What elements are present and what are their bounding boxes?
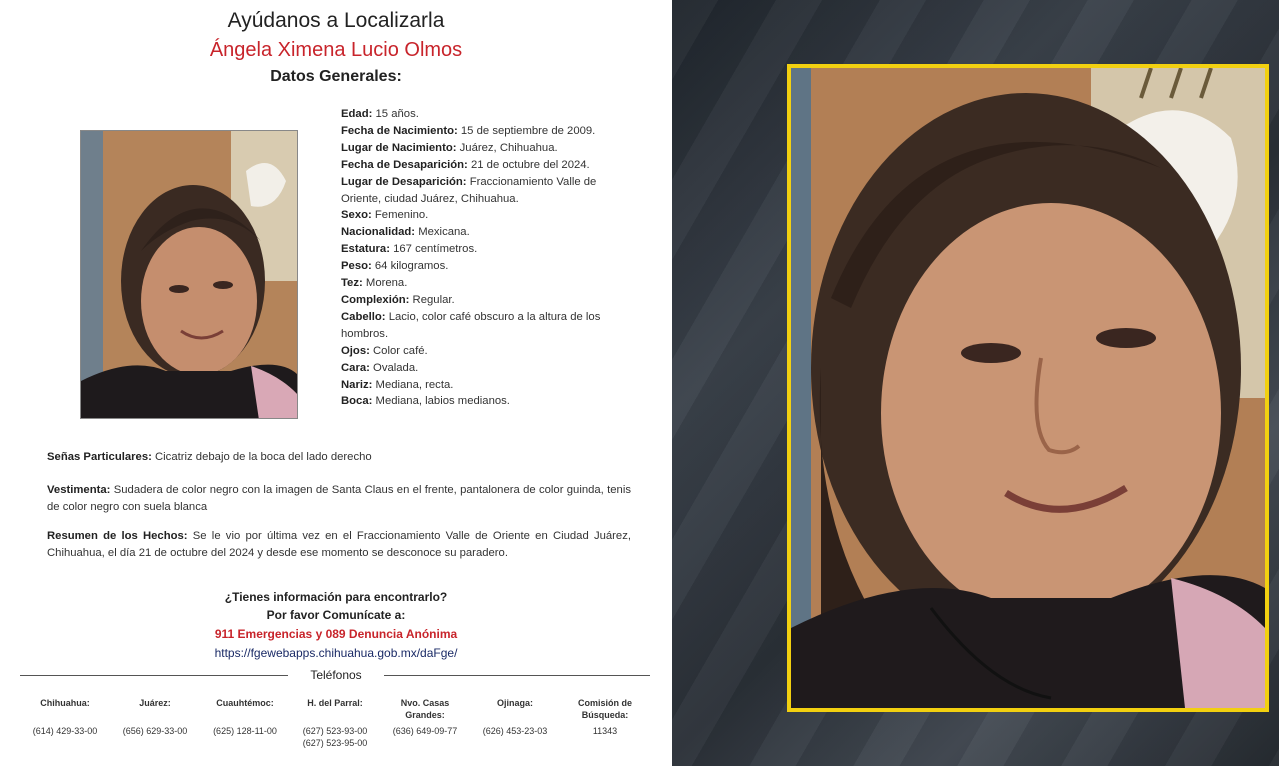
facts-summary-value: Se le vio por última vez en el Fraccionamiento Valle de Oriente en Ciudad Juárez, Chihuahua, el día 21 de octubre del 2024 y desde ese momento se desconoce su paradero.	[47, 530, 631, 559]
detail-value: Ovalada.	[369, 361, 419, 374]
portrait-image	[81, 131, 298, 419]
phone-column	[470, 697, 560, 737]
phone-column	[200, 697, 290, 737]
phone-number: (627) 523-93-00 (627) 523-95-00	[302, 726, 368, 748]
detail-value: Lacio, color café obscuro a la altura de los hombros.	[341, 310, 601, 340]
detail-value: Mediana, recta.	[372, 378, 454, 391]
person-photo-large	[787, 64, 1269, 712]
phone-number: (625) 128-11-00	[213, 726, 277, 736]
detail-label: Fecha de Desaparición:	[341, 158, 468, 171]
detail-row	[341, 309, 613, 343]
detail-value: Mexicana.	[415, 226, 470, 239]
detail-label: Lugar de Desaparición:	[341, 175, 467, 188]
report-url-link[interactable]: https://fgewebapps.chihuahua.gob.mx/daFge/	[214, 646, 458, 660]
detail-value: 15 de septiembre de 2009.	[457, 124, 596, 137]
phone-city: H. del Parral:	[307, 698, 363, 708]
detail-value: 15 años.	[372, 108, 419, 120]
person-name: Ángela Ximena Lucio Olmos	[209, 39, 463, 61]
phone-city: Chihuahua:	[40, 698, 90, 708]
distinguishing-marks-value: Cicatriz debajo de la boca del lado derecho	[151, 451, 372, 463]
distinguishing-marks-label: Señas Particulares:	[47, 451, 152, 463]
detail-row	[341, 292, 613, 309]
detail-label: Peso:	[341, 260, 372, 273]
detail-value: Juárez, Chihuahua.	[456, 141, 558, 154]
detail-row	[341, 258, 613, 275]
distinguishing-marks	[47, 449, 631, 466]
flyer-title: Ayúdanos a Localizarla	[227, 9, 445, 32]
detail-row	[341, 360, 613, 377]
phone-city: Juárez:	[139, 698, 171, 708]
phone-column	[20, 697, 110, 737]
detail-value: Fraccionamiento Valle de Oriente, ciudad Juárez, Chihuahua.	[341, 175, 597, 205]
detail-label: Estatura:	[341, 243, 390, 256]
detail-label: Nacionalidad:	[341, 226, 416, 239]
phone-number: (614) 429-33-00	[32, 726, 98, 736]
detail-row	[341, 207, 613, 224]
divider-right	[384, 675, 650, 676]
phone-city: Nvo. Casas Grandes:	[400, 698, 450, 720]
detail-value: Regular.	[409, 293, 455, 306]
phone-number: 11343	[592, 726, 618, 736]
phones-heading: Teléfonos	[310, 668, 362, 682]
detail-label: Sexo:	[341, 209, 372, 222]
detail-row	[341, 241, 613, 258]
portrait-closeup-image	[791, 68, 1265, 708]
detail-row	[341, 157, 613, 174]
detail-row	[341, 377, 613, 394]
phone-city: Comisión de Búsqueda:	[577, 698, 632, 720]
detail-label: Complexión:	[341, 293, 410, 306]
detail-row	[341, 275, 613, 292]
detail-label: Fecha de Nacimiento:	[341, 124, 458, 137]
phone-number: (626) 453-23-03	[482, 726, 548, 736]
detail-label: Edad:	[341, 108, 373, 120]
facts-summary-label: Resumen de los Hechos:	[47, 530, 188, 542]
phone-column	[380, 697, 470, 737]
emergency-numbers: 911 Emergencias y 089 Denuncia Anónima	[214, 627, 458, 641]
detail-label: Nariz:	[341, 378, 373, 391]
section-heading: Datos Generales:	[270, 68, 402, 85]
person-photo-small	[80, 130, 298, 419]
info-question: ¿Tienes información para encontrarlo?	[224, 590, 448, 604]
general-details	[341, 106, 613, 410]
detail-row	[341, 123, 613, 140]
clothing-label: Vestimenta:	[47, 484, 111, 496]
phone-city: Ojinaga:	[496, 698, 533, 708]
detail-value: Femenino.	[371, 209, 429, 222]
detail-value: 21 de octubre del 2024.	[467, 158, 590, 171]
contact-instruction: Por favor Comunícate a:	[266, 608, 406, 622]
detail-row	[341, 106, 613, 123]
detail-row	[341, 393, 613, 410]
detail-label: Tez:	[341, 277, 363, 290]
phone-number: (656) 629-33-00	[122, 726, 188, 736]
detail-value: Morena.	[362, 277, 408, 290]
detail-label: Boca:	[341, 395, 373, 408]
phone-number: (636) 649-09-77	[392, 726, 458, 736]
detail-value: Mediana, labios medianos.	[372, 395, 510, 408]
phone-city: Cuauhtémoc:	[216, 698, 274, 708]
clothing-value: Sudadera de color negro con la imagen de Santa Claus en el frente, pantalonera de color guinda, tenis de color negro con suela blanca	[47, 484, 631, 513]
clothing-description	[47, 482, 631, 515]
detail-label: Cara:	[341, 361, 370, 374]
detail-label: Lugar de Nacimiento:	[341, 141, 457, 154]
detail-value: 167 centímetros.	[389, 243, 478, 256]
detail-value: 64 kilogramos.	[371, 260, 449, 273]
phone-column	[560, 697, 650, 737]
detail-row	[341, 174, 613, 208]
detail-row	[341, 343, 613, 360]
detail-label: Cabello:	[341, 310, 386, 323]
detail-row	[341, 140, 613, 157]
phone-column	[110, 697, 200, 737]
detail-label: Ojos:	[341, 344, 370, 357]
detail-value: Color café.	[369, 344, 428, 357]
detail-row	[341, 224, 613, 241]
facts-summary	[47, 528, 631, 561]
phone-column	[290, 697, 380, 749]
